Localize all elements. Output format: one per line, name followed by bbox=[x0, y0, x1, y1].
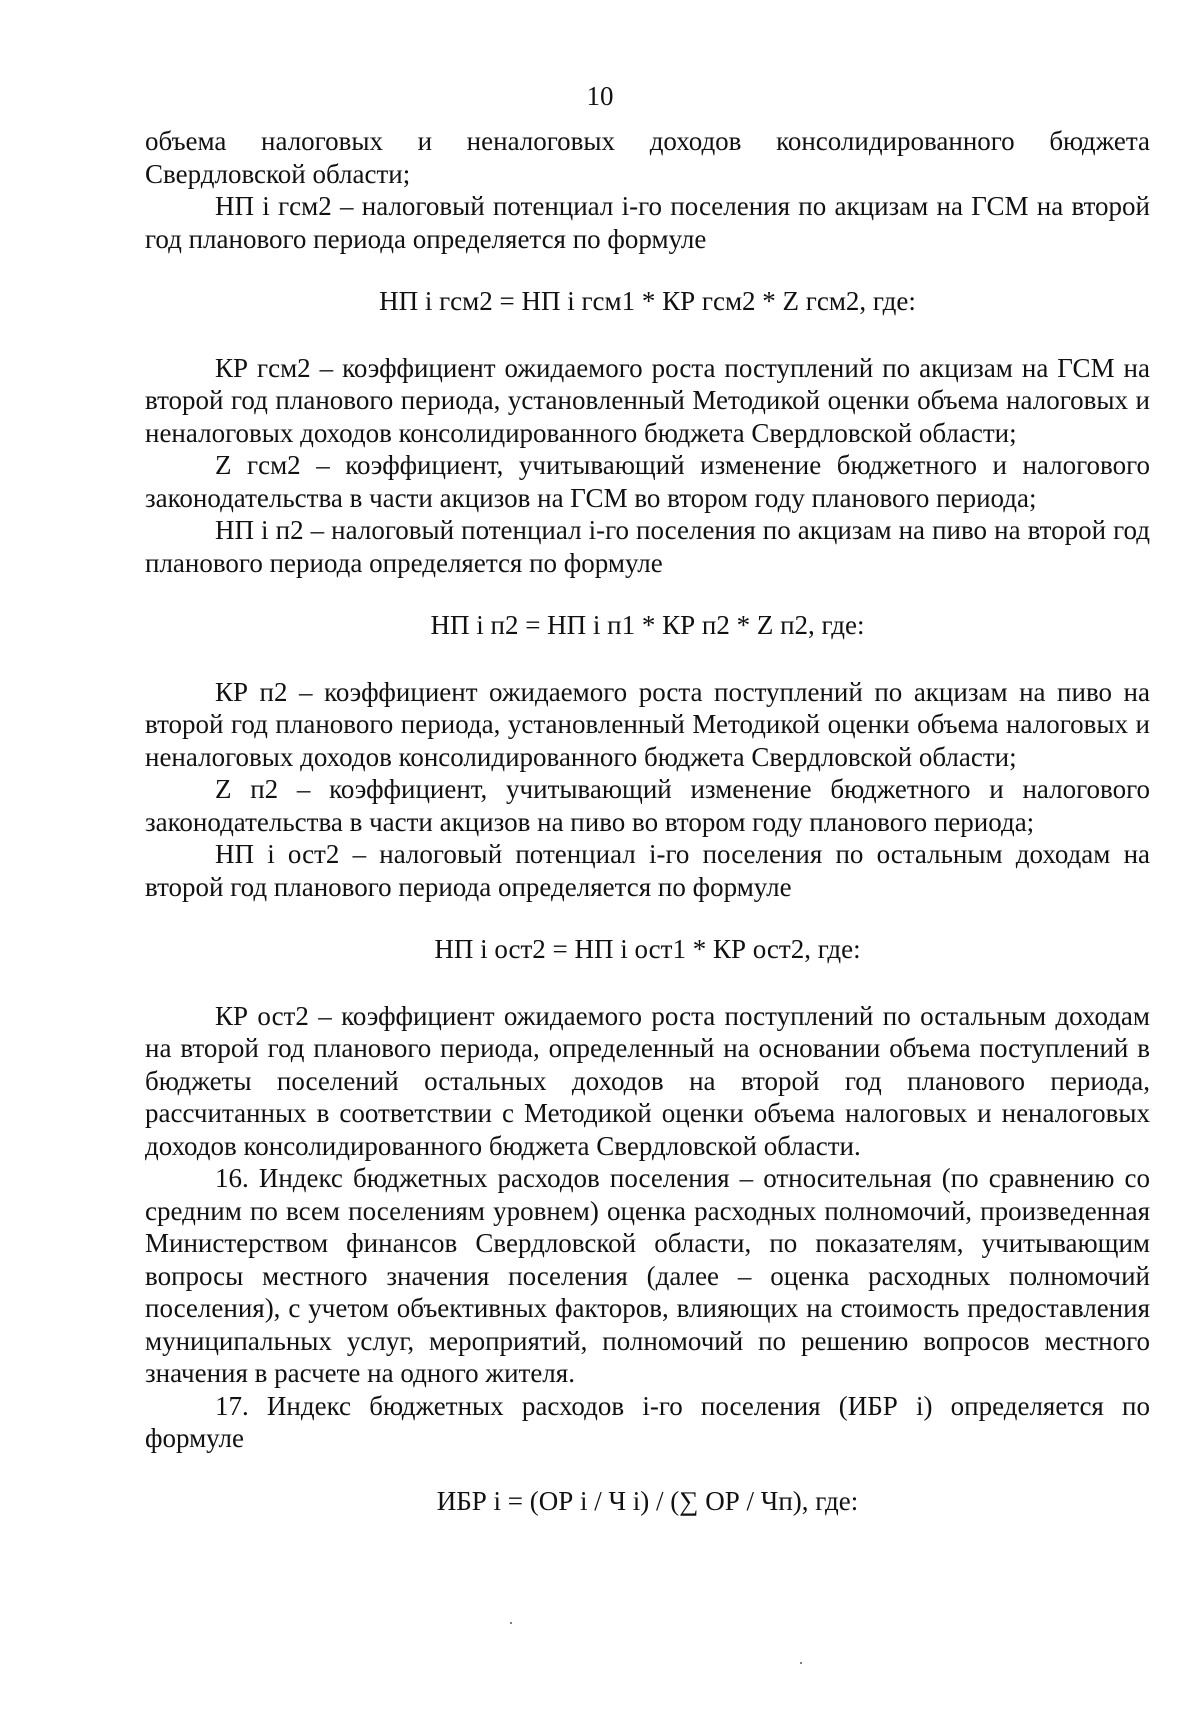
paragraph-continuation: объема налоговых и неналоговых доходов консолидированного бюджета Свердловской области; bbox=[145, 126, 1150, 189]
paragraph-kr-gsm2: КР гсм2 – коэффициент ожидаемого роста поступлений по акцизам на ГСМ на второй год планового периода, установленный Методикой оценки объема налоговых и неналоговых доходов консолидированного бюджета Свердловской области; bbox=[145, 352, 1150, 448]
paragraph-np-ost2-definition: НП i ост2 – налоговый потенциал i-го поселения по остальным доходам на второй год планового периода определяется по формуле bbox=[145, 839, 1150, 902]
document-body bbox=[145, 125, 1150, 1517]
paragraph-z-p2: Z п2 – коэффициент, учитывающий изменение бюджетного и налогового законодательства в части акцизов на пиво во втором году планового периода; bbox=[145, 774, 1150, 837]
paragraph-item-16: 16. Индекс бюджетных расходов поселения – относительная (по сравнению со средним по всем поселениям уровнем) оценка расходных полномочий, произведенная Министерством финансов Свердловской области, по показателям, учитывающим вопросы местного значения поселения (далее – оценка расходных полномочий поселения), с учетом объективных факторов, влияющих на стоимость предоставления муниципальных услуг, мероприятий, полномочий по решению вопросов местного значения в расчете на одного жителя. bbox=[145, 1163, 1150, 1388]
paragraph-item-17: 17. Индекс бюджетных расходов i-го поселения (ИБР i) определяется по формуле bbox=[145, 1390, 1150, 1453]
page-number: 10 bbox=[586, 81, 614, 111]
paragraph-kr-p2: КР п2 – коэффициент ожидаемого роста поступлений по акцизам на пиво на второй год планового периода, установленный Методикой оценки объема налоговых и неналоговых доходов консолидированного бюджета Свердловской области; bbox=[145, 676, 1150, 772]
paragraph-np-p2-definition: НП i п2 – налоговый потенциал i-го поселения по акцизам на пиво на второй год планового периода определяется по формуле bbox=[145, 515, 1150, 578]
formula-ibr: ИБР i = (ОР i / Ч i) / (∑ ОР / Чп), где: bbox=[436, 1485, 859, 1516]
formula-np-ost2: НП i ост2 = НП i ост1 * КР ост2, где: bbox=[434, 934, 861, 964]
scan-speck bbox=[800, 1662, 802, 1664]
paragraph-np-gsm2-definition: НП i гсм2 – налоговый потенциал i-го поселения по акцизам на ГСМ на второй год планового периода определяется по формуле bbox=[145, 191, 1150, 254]
formula-np-gsm2: НП i гсм2 = НП i гсм1 * КР гсм2 * Z гсм2, где: bbox=[379, 286, 916, 316]
paragraph-kr-ost2: КР ост2 – коэффициент ожидаемого роста поступлений по остальным доходам на второй год планового периода, определенный на основании объема поступлений в бюджеты поселений остальных доходов на второй год планового периода, рассчитанных в соответствии с Методикой оценки объема налоговых и неналоговых доходов консолидированного бюджета Свердловской области. bbox=[145, 1000, 1150, 1161]
scan-speck bbox=[510, 1622, 512, 1624]
formula-np-p2: НП i п2 = НП i п1 * КР п2 * Z п2, где: bbox=[430, 610, 865, 640]
paragraph-z-gsm2: Z гсм2 – коэффициент, учитывающий изменение бюджетного и налогового законодательства в части акцизов на ГСМ во втором году планового периода; bbox=[145, 450, 1150, 513]
